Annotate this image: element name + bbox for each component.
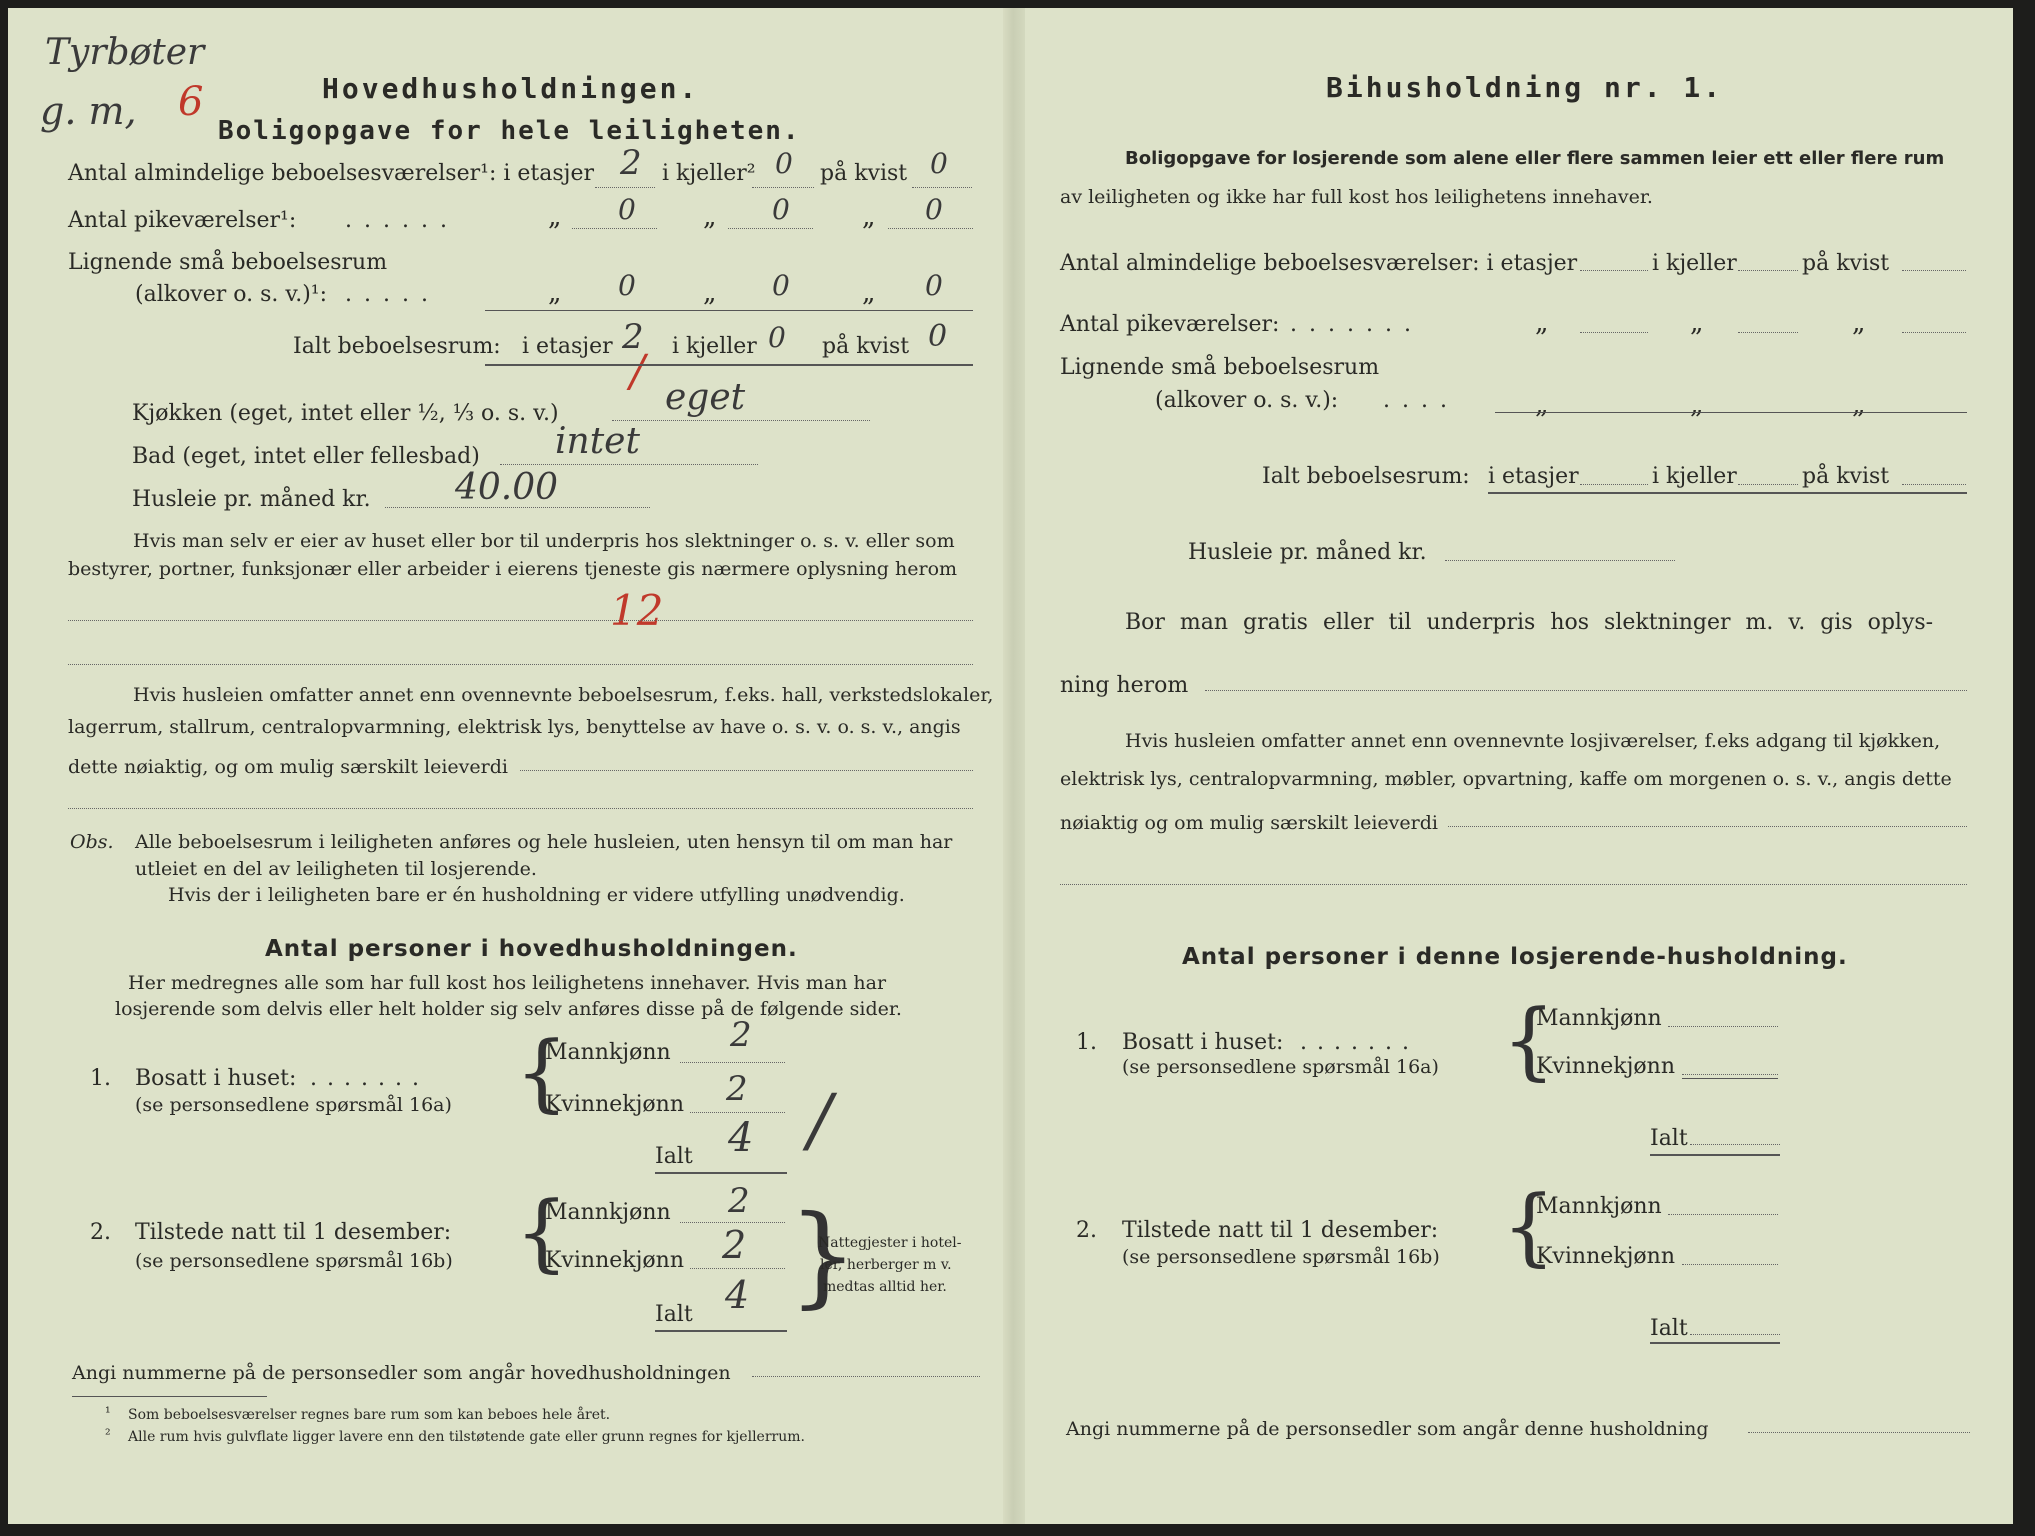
r-q1-sub: (se personsedlene spørsmål 16a) bbox=[1122, 1056, 1439, 1078]
r-omfatter-1: Hvis husleien omfatter annet enn ovennevnte losjiværelser, f.eks adgang til kjøkken, bbox=[1125, 730, 1941, 752]
brace: { bbox=[515, 1183, 569, 1281]
ditto-mark: „ bbox=[548, 278, 562, 308]
ditto-mark: „ bbox=[1690, 390, 1704, 420]
brace-right: } bbox=[788, 1191, 858, 1319]
rule bbox=[655, 1330, 787, 1332]
ditto-mark: „ bbox=[703, 202, 717, 232]
q1-label: Bosatt i huset: bbox=[135, 1066, 297, 1091]
husleie-label: Husleie pr. måned kr. bbox=[132, 487, 371, 512]
omfatter-1: Hvis husleien omfatter annet enn ovennevnte beboelsesrum, f.eks. hall, verkstedslokaler, bbox=[133, 684, 994, 706]
obs-text-1: Alle beboelsesrum i leiligheten anføres og hele husleien, uten hensyn til om man har bbox=[135, 831, 953, 853]
row2-label: Antal pikeværelser¹: bbox=[68, 208, 297, 233]
field-line bbox=[1682, 1074, 1778, 1075]
brace: { bbox=[1502, 1177, 1556, 1275]
ialt-kvist-label: på kvist bbox=[822, 334, 910, 359]
field-line bbox=[612, 420, 870, 421]
field-line bbox=[752, 1376, 980, 1377]
field-line bbox=[1580, 270, 1648, 271]
persons-text-2: losjerende som delvis eller helt holder sig selv anføres disse på de følgende sider. bbox=[115, 998, 902, 1020]
r-ialt-kjeller: i kjeller bbox=[1652, 464, 1737, 489]
rule bbox=[1682, 1078, 1778, 1079]
field-line bbox=[68, 808, 973, 809]
field-line bbox=[1902, 332, 1966, 333]
ialt-etasjer-label: i etasjer bbox=[522, 334, 613, 359]
r-q1-kvinne: Kvinnekjønn bbox=[1536, 1054, 1675, 1079]
rule bbox=[485, 310, 973, 311]
persons-text-1: Her medregnes alle som har full kost hos leilighetens innehaver. Hvis man har bbox=[128, 972, 887, 994]
rule bbox=[655, 1172, 787, 1174]
field-line bbox=[752, 187, 814, 188]
field-line bbox=[1902, 484, 1966, 485]
left-subtitle: Boligopgave for hele leiligheten. bbox=[218, 116, 801, 146]
field-line bbox=[690, 1112, 785, 1113]
r-q2-label: Tilstede natt til 1 desember: bbox=[1122, 1218, 1439, 1243]
ialt-etasjer-value: 2 bbox=[622, 317, 644, 357]
ialt-label: Ialt beboelsesrum: bbox=[293, 334, 501, 359]
q2-kvinne-value: 2 bbox=[722, 1223, 747, 1267]
q2-mann-value: 2 bbox=[728, 1181, 750, 1221]
kvist-value: 0 bbox=[930, 147, 948, 180]
eier-text-1: Hvis man selv er eier av huset eller bor til underpris hos slektninger o. s. v. eller som bbox=[133, 530, 955, 552]
handwritten-tick: / bbox=[808, 1079, 832, 1161]
bad-label: Bad (eget, intet eller fellesbad) bbox=[132, 444, 480, 469]
r-persons-title: Antal personer i denne losjerende-husholdning. bbox=[1182, 944, 1848, 970]
footnote-rule bbox=[72, 1396, 267, 1397]
omfatter-2: lagerrum, stallrum, centralopvarmning, elektrisk lys, benyttelse av have o. s. v. o. s. v., angis bbox=[68, 716, 961, 738]
q2-number: 2. bbox=[90, 1220, 111, 1245]
intro-1: Boligopgave for losjerende som alene eller flere sammen leier ett eller flere rum bbox=[1125, 148, 1945, 169]
bad-value: intet bbox=[555, 421, 640, 462]
r-gratis-1: Bor man gratis eller til underpris hos slektninger m. v. gis oplys- bbox=[1125, 610, 1934, 635]
q2-mann-label: Mannkjønn bbox=[545, 1200, 671, 1225]
r-omfatter-2: elektrisk lys, centralopvarmning, møbler, opvartning, kaffe om morgenen o. s. v., angis dette bbox=[1060, 768, 1952, 790]
r-q2-ialt: Ialt bbox=[1650, 1316, 1688, 1341]
q1-sub: (se personsedlene spørsmål 16a) bbox=[135, 1094, 452, 1116]
field-line bbox=[1445, 560, 1675, 561]
ialt-kjeller-label: i kjeller bbox=[672, 334, 757, 359]
footnote-2-mark: ² bbox=[105, 1427, 111, 1443]
ditto-mark: „ bbox=[862, 202, 876, 232]
leader-dots: ...... bbox=[345, 208, 459, 233]
angi-numbers: Angi nummerne på de personsedler som angår hovedhusholdningen bbox=[72, 1362, 731, 1384]
field-line bbox=[1580, 332, 1648, 333]
alkove-kvist-value: 0 bbox=[925, 269, 943, 302]
field-line bbox=[1668, 1214, 1778, 1215]
field-line bbox=[1668, 1026, 1778, 1027]
field-line bbox=[1738, 270, 1798, 271]
q1-kvinne-label: Kvinnekjønn bbox=[545, 1092, 684, 1117]
eier-text-2: bestyrer, portner, funksjonær eller arbeider i eierens tjeneste gis nærmere oplysning herom bbox=[68, 558, 958, 580]
leader-dots: .... bbox=[1383, 388, 1459, 413]
kjokken-label: Kjøkken (eget, intet eller ½, ⅓ o. s. v.) bbox=[132, 401, 559, 426]
ditto-mark: „ bbox=[1535, 308, 1549, 338]
nattegjester-1: Nattegjester i hotel- bbox=[818, 1235, 962, 1251]
kjeller-value: 0 bbox=[775, 147, 793, 180]
red-mark: 12 bbox=[610, 586, 664, 635]
r-row3-label-b: (alkover o. s. v.): bbox=[1155, 388, 1339, 413]
r-ialt-etasjer: i etasjer bbox=[1488, 464, 1579, 489]
row1-label: Antal almindelige beboelsesværelser¹: i etasjer bbox=[68, 161, 595, 186]
q1-number: 1. bbox=[90, 1066, 111, 1091]
r-husleie-label: Husleie pr. måned kr. bbox=[1188, 540, 1427, 565]
handwritten-red-number: 6 bbox=[178, 79, 204, 125]
q2-sub: (se personsedlene spørsmål 16b) bbox=[135, 1250, 453, 1272]
ditto-mark: „ bbox=[1852, 390, 1866, 420]
leader-dots: ..... bbox=[345, 282, 440, 307]
brace: { bbox=[515, 1023, 569, 1121]
q1-ialt-value: 4 bbox=[728, 1115, 754, 1161]
field-line bbox=[1748, 1432, 1970, 1433]
page-fold bbox=[1003, 8, 1025, 1524]
ialt-kjeller-value: 0 bbox=[768, 321, 786, 354]
field-line bbox=[1690, 1334, 1780, 1335]
rule bbox=[1488, 492, 1967, 494]
brace: { bbox=[1502, 991, 1556, 1089]
ditto-mark: „ bbox=[1852, 308, 1866, 338]
persons-title: Antal personer i hovedhusholdningen. bbox=[265, 936, 798, 962]
footnote-1-mark: ¹ bbox=[105, 1405, 111, 1421]
handwritten-corner-note-2: g. m, bbox=[40, 89, 137, 133]
field-line bbox=[888, 228, 973, 229]
q1-kvinne-value: 2 bbox=[726, 1069, 748, 1109]
r-row1-kvist: på kvist bbox=[1802, 251, 1890, 276]
right-title: Bihusholdning nr. 1. bbox=[1326, 71, 1724, 104]
pike-kjeller-value: 0 bbox=[772, 193, 790, 226]
rule bbox=[1650, 1154, 1780, 1156]
q2-kvinne-label: Kvinnekjønn bbox=[545, 1248, 684, 1273]
r-q2-number: 2. bbox=[1076, 1218, 1097, 1243]
r-ialt-kvist: på kvist bbox=[1802, 464, 1890, 489]
r-row2-label: Antal pikeværelser: bbox=[1060, 312, 1280, 337]
r-ialt-label: Ialt beboelsesrum: bbox=[1262, 464, 1470, 489]
ditto-mark: „ bbox=[548, 202, 562, 232]
field-line bbox=[1738, 332, 1798, 333]
intro-2: av leiligheten og ikke har full kost hos leilighetens innehaver. bbox=[1060, 186, 1653, 208]
row3-label-b: (alkover o. s. v.)¹: bbox=[135, 282, 328, 307]
field-line bbox=[1902, 270, 1966, 271]
pike-etasjer-value: 0 bbox=[618, 193, 636, 226]
r-gratis-2: ning herom bbox=[1060, 673, 1189, 698]
row3-label-a: Lignende små beboelsesrum bbox=[68, 250, 388, 275]
field-line bbox=[68, 620, 973, 621]
handwritten-corner-note: Tyrbøter bbox=[45, 32, 205, 73]
field-line bbox=[520, 770, 973, 771]
leader-dots: ....... bbox=[1290, 312, 1423, 337]
alkove-etasjer-value: 0 bbox=[618, 269, 636, 302]
r-q1-label: Bosatt i huset: bbox=[1122, 1030, 1284, 1055]
q2-label: Tilstede natt til 1 desember: bbox=[135, 1220, 452, 1245]
q1-mann-label: Mannkjønn bbox=[545, 1040, 671, 1065]
r-q2-sub: (se personsedlene spørsmål 16b) bbox=[1122, 1246, 1440, 1268]
row1-kjeller-label: i kjeller² bbox=[662, 161, 756, 186]
field-line bbox=[595, 187, 655, 188]
field-line bbox=[500, 464, 758, 465]
field-line bbox=[1682, 1264, 1778, 1265]
alkove-kjeller-value: 0 bbox=[772, 269, 790, 302]
field-line bbox=[1690, 1144, 1780, 1145]
rule bbox=[485, 364, 973, 366]
field-line bbox=[1738, 484, 1798, 485]
field-line bbox=[1205, 690, 1967, 691]
footnote-2: Alle rum hvis gulvflate ligger lavere enn den tilstøtende gate eller grunn regnes for kjellerrum. bbox=[128, 1429, 805, 1445]
leader-dots: ....... bbox=[310, 1066, 429, 1091]
field-line bbox=[1060, 884, 1967, 885]
omfatter-3: dette nøiaktig, og om mulig særskilt leieverdi bbox=[68, 756, 508, 778]
field-line bbox=[680, 1062, 785, 1063]
r-row3-label-a: Lignende små beboelsesrum bbox=[1060, 355, 1380, 380]
rule bbox=[1650, 1342, 1780, 1344]
obs-text-2: utleiet en del av leiligheten til losjerende. bbox=[135, 858, 537, 880]
ditto-mark: „ bbox=[1535, 390, 1549, 420]
nattegjester-3: medtas alltid her. bbox=[823, 1279, 947, 1295]
field-line bbox=[572, 228, 657, 229]
rule bbox=[1495, 412, 1967, 413]
ditto-mark: „ bbox=[703, 278, 717, 308]
field-line bbox=[1580, 484, 1648, 485]
red-check-mark: / bbox=[630, 346, 645, 397]
etasjer-value: 2 bbox=[620, 143, 642, 183]
footnote-1: Som beboelsesværelser regnes bare rum som kan beboes hele året. bbox=[128, 1407, 611, 1423]
obs-text-3: Hvis der i leiligheten bare er én husholdning er videre utfylling unødvendig. bbox=[168, 884, 905, 906]
r-row1-kjeller: i kjeller bbox=[1652, 251, 1737, 276]
ditto-mark: „ bbox=[1690, 308, 1704, 338]
r-q1-mann: Mannkjønn bbox=[1536, 1006, 1662, 1031]
pike-kvist-value: 0 bbox=[925, 193, 943, 226]
field-line bbox=[690, 1268, 785, 1269]
field-line bbox=[912, 187, 972, 188]
obs-label: Obs. bbox=[70, 831, 114, 853]
r-q2-mann: Mannkjønn bbox=[1536, 1194, 1662, 1219]
husleie-value: 40.00 bbox=[455, 467, 559, 508]
kjokken-value: eget bbox=[665, 377, 746, 418]
q1-ialt-label: Ialt bbox=[655, 1144, 693, 1169]
r-q2-kvinne: Kvinnekjønn bbox=[1536, 1244, 1675, 1269]
leader-dots: ....... bbox=[1300, 1030, 1419, 1055]
r-angi-numbers: Angi nummerne på de personsedler som angår denne husholdning bbox=[1066, 1418, 1709, 1440]
ditto-mark: „ bbox=[862, 278, 876, 308]
field-line bbox=[68, 664, 973, 665]
field-line bbox=[1448, 826, 1967, 827]
q1-mann-value: 2 bbox=[730, 1015, 752, 1055]
q2-ialt-value: 4 bbox=[725, 1273, 750, 1317]
nattegjester-2: ler, herberger m v. bbox=[820, 1257, 952, 1273]
left-title: Hovedhusholdningen. bbox=[322, 72, 700, 105]
q2-ialt-label: Ialt bbox=[655, 1302, 693, 1327]
r-q1-ialt: Ialt bbox=[1650, 1126, 1688, 1151]
ialt-kvist-value: 0 bbox=[928, 319, 948, 354]
field-line bbox=[728, 228, 813, 229]
r-row1-label: Antal almindelige beboelsesværelser: i etasjer bbox=[1060, 251, 1578, 276]
r-q1-number: 1. bbox=[1076, 1030, 1097, 1055]
r-omfatter-3: nøiaktig og om mulig særskilt leieverdi bbox=[1060, 812, 1438, 834]
row1-kvist-label: på kvist bbox=[820, 161, 908, 186]
